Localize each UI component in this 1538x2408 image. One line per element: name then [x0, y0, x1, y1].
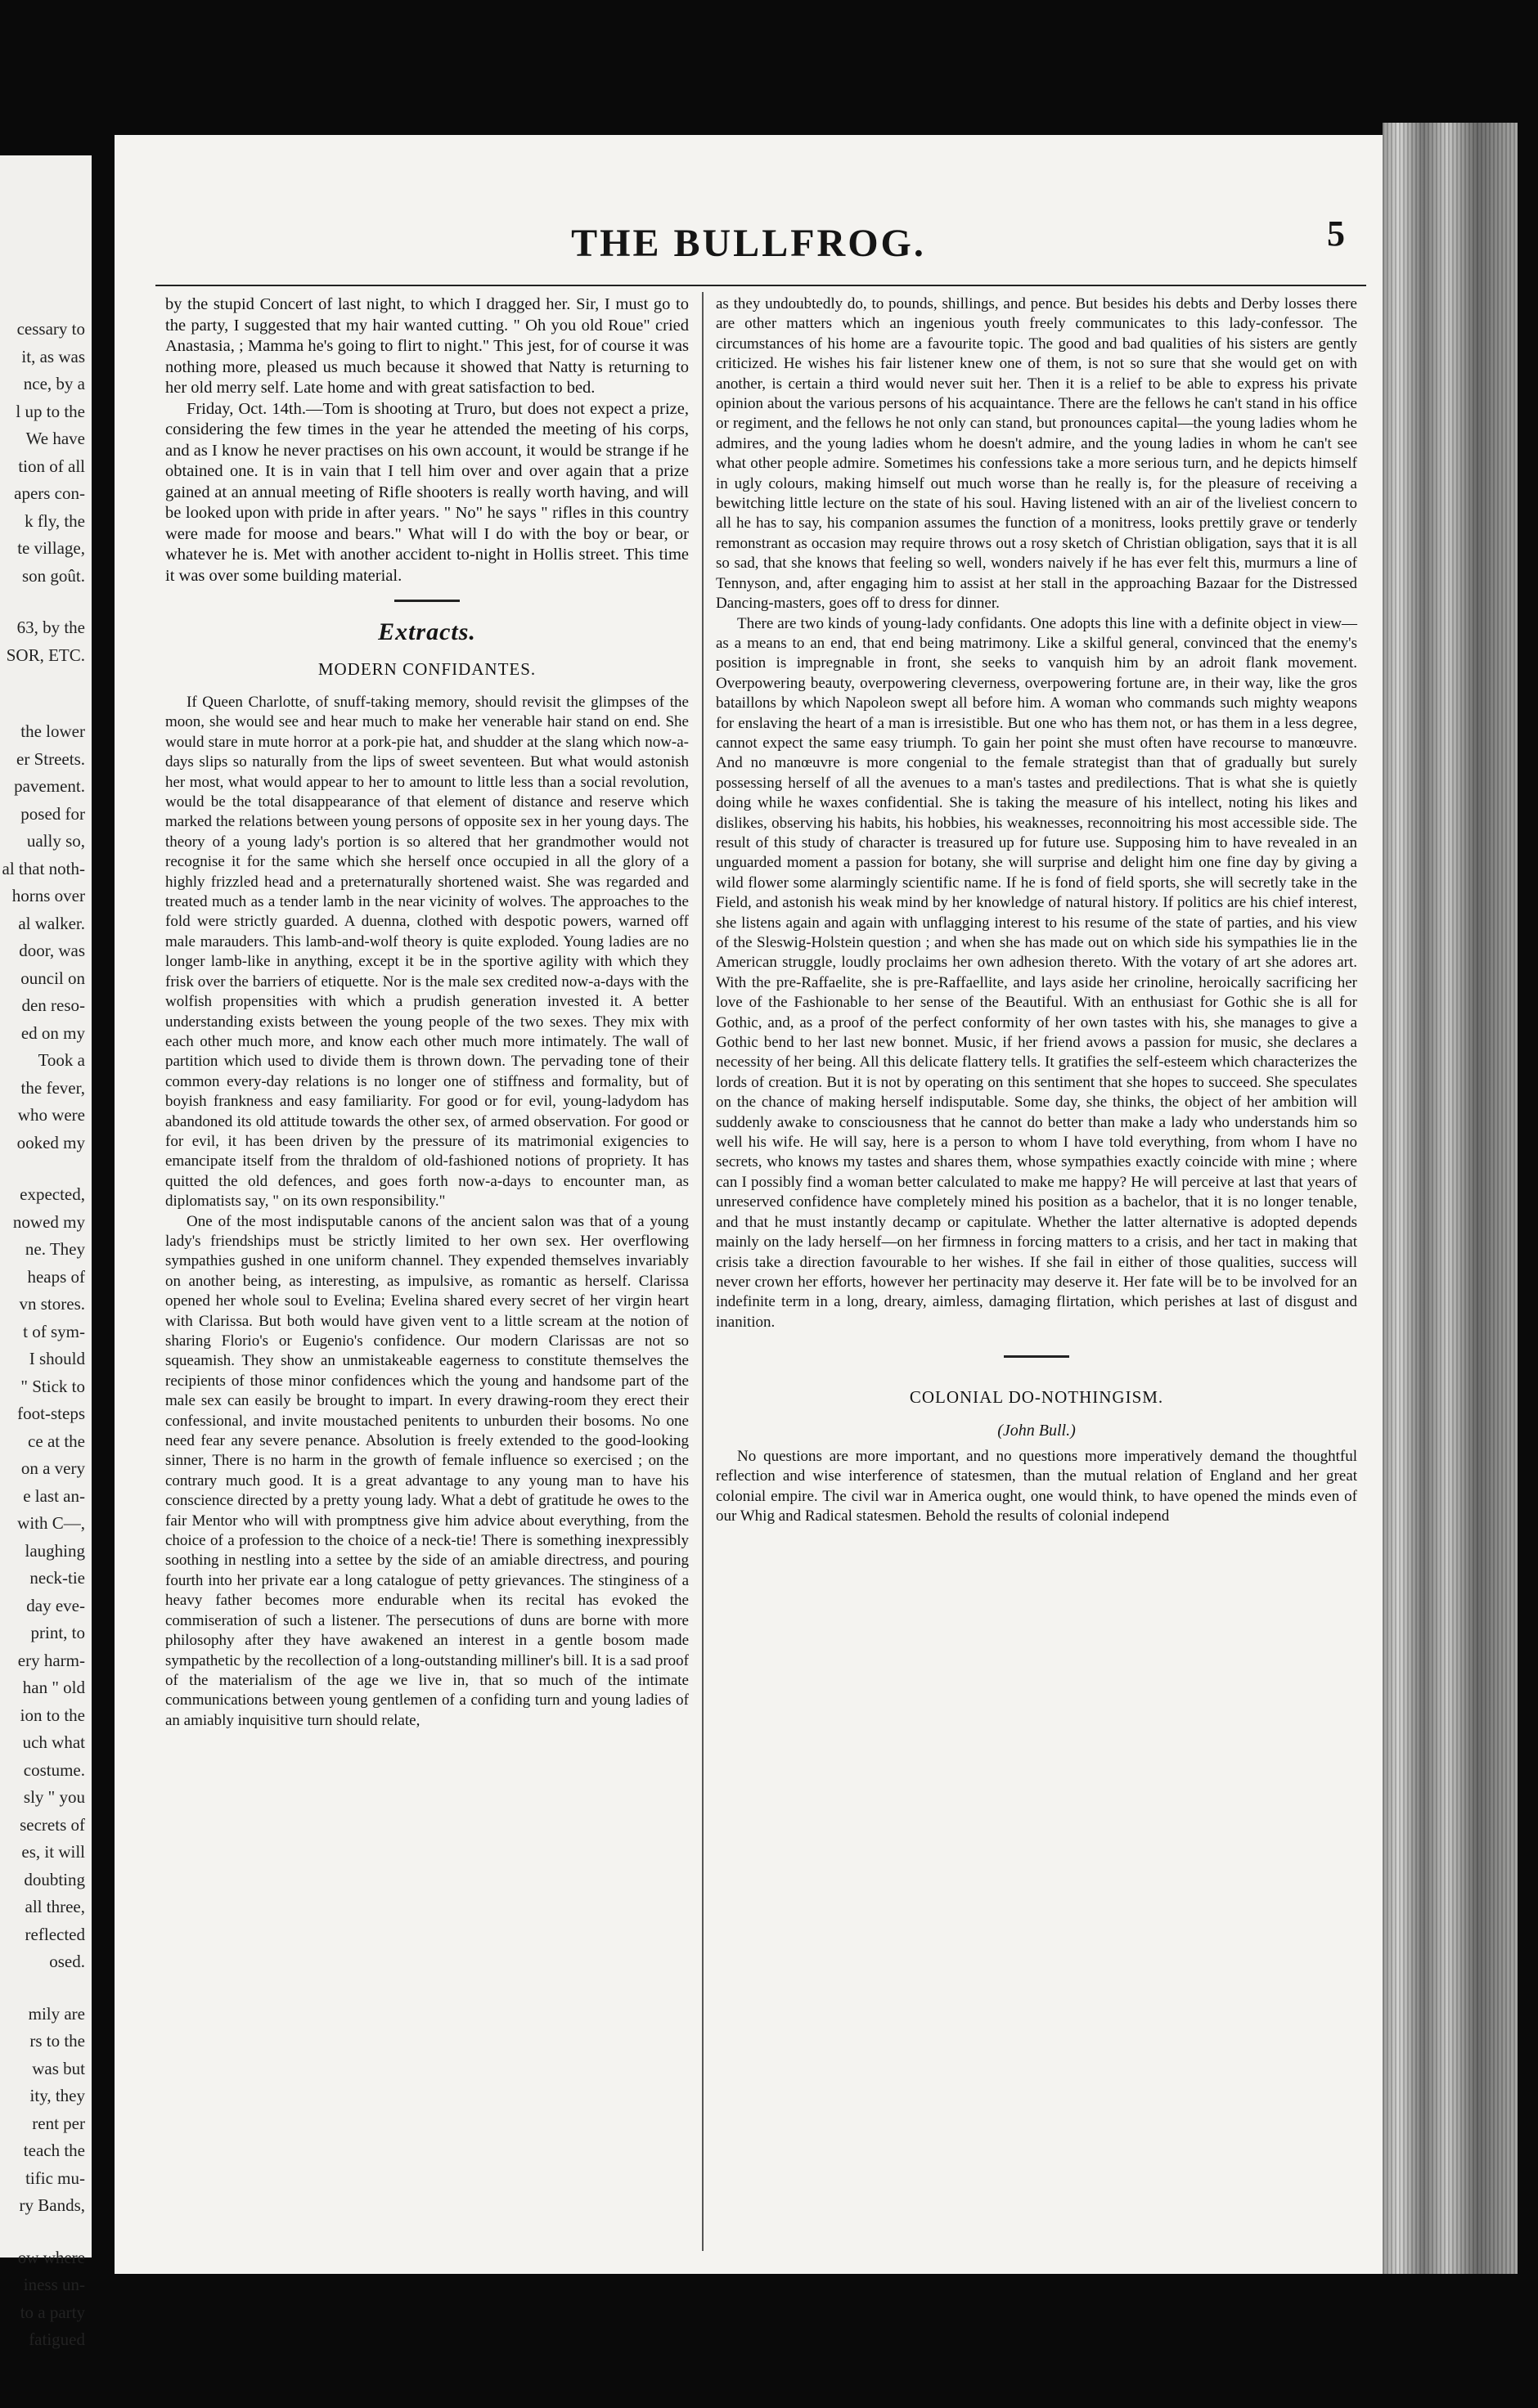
article-paragraph: as they undoubtedly do, to pounds, shillings, and pence. But besides his debts and Derby losses there are other matters which an ingenious youth freely communicates to this lady-confessor. The circumstances of his home are a favourite topic. The good and bad qualities of his sisters are gently criticized. He wishes his fair listener knew one of them, is not so sure that she would get on with another, is certain a third would never suit her. Then it is a relief to be able to express his private opinion about the various persons of his acquaintance. There are the fellows he can't stand in his office or regiment, and the fellows he not only can stand, but pronounces capital—the young ladies whom he admires, and the young ladies whom he doesn't admire, and the young ladies in whom he can't see what other people admire. Sometimes his confessions take a more serious turn, and he depicts himself in ugly colours, making himself out much worse than he really is, for the pleasure of receiving a bewitching little lecture on the state of his soul. Having listened with an air of the liveliest concern to all he has to say, his companion assumes the function of a monitress, looks prettily grave or tenderly remonstrant as occasion may require throws out a rosy sketch of Christian obligation, says that it is all so sad, that she knows that feeling so well, wonders naively if he has ever felt this, murmurs a line of Tennyson, and, after engaging him to assist at her stall in the approaching Bazaar for the Distressed Dancing-masters, goes off to dress for dinner. [716, 295, 1357, 613]
previous-page-line-fragment: posed for [20, 803, 85, 824]
previous-page-line-fragment: heaps of [27, 1266, 85, 1287]
previous-page-line-fragment: rent per [32, 2113, 85, 2133]
previous-page-line-fragment: ooked my [16, 1132, 85, 1152]
previous-page-line-fragment: SOR, ETC. [6, 645, 85, 665]
previous-page-line-fragment: cessary to [16, 319, 85, 339]
article-paragraph: If Queen Charlotte, of snuff-taking memory, should revisit the glimpses of the moon, she would see and hear much to make her venerable hair stand on end. She would stare in mute horror at a pork-pie hat, and shudder at the slang which now-a-days slips so naturally from the lips of sweet seventeen. But what would astonish her most, what would appear to her to amount to little less than a social revolution, would be the total disappearance of that element of distance and reserve which marked the relations between young persons of opposite sex in her young days. The theory of a young lady's portion is so altered that her grandmother would not recognise it for the same which she herself once occupied in all the glory of a highly frizzled head and a preternaturally shortened waist. She was regarded and treated much as a tender lamb in the near vicinity of wolves. The approaches to the fold were strictly guarded. A duenna, clothed with despotic powers, warned off male marauders. This lamb-and-wolf theory is quite exploded. Young ladies are no longer lamb-like in anything, except it be in the sportive agility with which they frisk over the barriers of etiquette. Nor is the male sex credited now-a-days with the wolfish propensities with which a prudish generation invested it. A better understanding exists between the young people of the two sexes. They mix with each other much more, and know each other much more intimately. The wall of partition which used to divide them is thrown down. The pervading tone of their common every-day relations is no longer one of stiffness and formality, but of boyish frankness and easy familiarity. For good or for evil, young-ladydom has abandoned its old attitude towards the other sex, of armed observation. For good or for evil, it has been driven by the pressure of its matrimonial exigencies to emancipate itself from the thraldom of old-fashioned notions of propriety. It has quitted the old defences, and goes forth now-a-days to encounter man, as diplomatists say, " on its own responsibility." [165, 694, 689, 1211]
previous-page-line-fragment: with C—, [17, 1513, 85, 1533]
previous-page-line-fragment: den reso- [21, 995, 85, 1015]
previous-page-line-fragment: all three, [25, 1897, 85, 1916]
previous-page-line-fragment: reflected [25, 1924, 85, 1944]
previous-page-line-fragment: I should [29, 1349, 85, 1368]
header-rule [155, 285, 1366, 286]
previous-page-line-fragment: ually so, [26, 831, 85, 851]
previous-page-line-fragment: laughing [25, 1540, 85, 1561]
previous-page-line-fragment: neck-tie [29, 1568, 85, 1588]
article-byline: (John Bull.) [997, 1421, 1076, 1440]
diary-paragraph: Friday, Oct. 14th.—Tom is shooting at Truro, but does not expect a prize, considering the few times in the year he attended the meeting of his corps, and as I know he never practises on his own account, it would be strange if he obtained one. It is in vain that I tell him over and over again that a prize gained at an annual meeting of Rifle shooters is really worth having, and will be looked upon with pride in after years. " No" he says " rifles in this country were made for moose and bears." What will I do with the boy or bear, or whatever he is. Met with another accident to-night in Hollis street. This time it was over some building material. [165, 399, 689, 585]
newspaper-title: THE BULLFROG. [571, 222, 926, 265]
previous-page-line-fragment: ce at the [28, 1431, 85, 1451]
previous-page-line-fragment: ion to the [20, 1705, 85, 1725]
previous-page-line-fragment: 63, by the [16, 618, 85, 637]
article-title: COLONIAL DO-NOTHINGISM. [909, 1387, 1164, 1408]
previous-page-line-fragment: door, was [19, 941, 85, 960]
previous-page-line-fragment: apers con- [14, 483, 85, 503]
previous-page-line-fragment: son goût. [21, 565, 85, 586]
previous-page-line-fragment: er Streets. [16, 748, 85, 769]
section-heading: Extracts. [378, 618, 476, 645]
previous-page-line-fragment: on a very [20, 1458, 85, 1478]
article-paragraph: One of the most indisputable canons of the ancient salon was that of a young lady's friendships must be strictly limited to her own sex. Her overflowing sympathies gushed in one uniform channel. They expended themselves invariably on another being, as interesting, as impulsive, as romantic as herself. Clarissa opened her whole soul to Evelina; Evelina shared every secret of her virgin heart with Clarissa. But both would have given vent to a little scream at the notion of sharing Florio's or Eugenio's confidence. Our modern Clarissas are not so squeamish. They show an unmistakeable eagerness to constitute themselves the recipients of those minor confidences which the young and handsome part of the male sex can easily be brought to impart. In every drawing-room they erect their confessional, and invite moustached penitents to unburden their bosoms. No one need fear any severe penance. Absolution is freely extended to the good-looking sinner, There is no harm in the growth of female influence so exercised ; on the contrary much good. It is a great advantage to any young man to have his conscience directed by a pretty young lady. What a debt of gratitude he owes to the fair Mentor who will with promptness give him advice about everything, from the choice of a profession to the choice of a neck-tie! There is something inexpressibly soothing in nestling into a settee by the side of an amiable directress, and pouring fourth into her private ear a long catalogue of petty grievances. The stinginess of a heavy father becomes more endurable when its recital has evoked the commiseration of such a listener. The persecutions of duns are borne with more philosophy after they have awakened an interest in a gentle bosom made sympathetic by the recollection of a long-outstanding milliner's bill. It is a sad proof of the materialism of the age we live in, that so much of the intimate communications between young gentlemen of a confiding turn and young ladies of an amiably inquisitive turn should relate, [165, 1212, 689, 1729]
previous-page-line-fragment: tific mu- [25, 2168, 85, 2188]
previous-page-line-fragment: the lower [20, 721, 85, 741]
previous-page-line-fragment: ity, they [29, 2086, 85, 2105]
previous-page-strip [0, 155, 92, 2349]
previous-page-line-fragment: t of sym- [23, 1321, 85, 1341]
previous-page-line-fragment: it, as was [21, 346, 85, 366]
previous-page-line-fragment: day eve- [26, 1595, 85, 1615]
previous-page-line-fragment: We have [25, 429, 85, 448]
previous-page-line-fragment: e last an- [23, 1485, 85, 1506]
article-title: MODERN CONFIDANTES. [317, 658, 537, 679]
previous-page-line-fragment: rs to the [29, 2031, 85, 2051]
previous-page-line-fragment: Took a [38, 1050, 85, 1070]
previous-page-line-fragment: expected, [20, 1184, 85, 1204]
previous-page-line-fragment: nowed my [12, 1211, 85, 1232]
page-number: 5 [1327, 213, 1345, 254]
previous-page-line-fragment: to a party [20, 2302, 85, 2322]
previous-page-line-fragment: iness un- [23, 2275, 85, 2294]
previous-page-line-fragment: osed. [49, 1952, 85, 1971]
previous-page-line-fragment: ne. They [25, 1239, 85, 1259]
previous-page-line-fragment: nce, by a [23, 374, 85, 393]
previous-page-line-fragment: fatigued [29, 2329, 85, 2349]
book-page-edges [1383, 123, 1518, 2274]
previous-page-line-fragment: doubting [24, 1869, 85, 1889]
previous-page-line-fragment: uch what [22, 1732, 85, 1752]
previous-page-line-fragment: vn stores. [19, 1294, 85, 1314]
previous-page-line-fragment: print, to [30, 1623, 85, 1642]
previous-page-line-fragment: ouncil on [20, 968, 85, 988]
previous-page-line-fragment: " Stick to [20, 1376, 85, 1396]
previous-page-line-fragment: pavement. [14, 776, 85, 796]
previous-page-line-fragment: ery harm- [17, 1650, 85, 1670]
previous-page-line-fragment: k fly, the [25, 510, 85, 531]
previous-page-line-fragment: sly " you [23, 1787, 85, 1807]
previous-page-line-fragment: te village, [17, 538, 85, 558]
masthead [147, 213, 1350, 278]
section-separator [1004, 1355, 1069, 1358]
previous-page-line-fragment: l up to the [16, 401, 85, 421]
previous-page-line-fragment: ry Bands, [19, 2195, 85, 2215]
previous-page-line-fragment: han " old [22, 1678, 85, 1697]
previous-page-line-fragment: tion of all [18, 456, 85, 476]
previous-page-line-fragment: es, it will [21, 1842, 85, 1862]
previous-page-line-fragment: mily are [28, 2003, 85, 2024]
article-paragraph: No questions are more important, and no questions more imperatively demand the thoughtful reflection and wise interference of statesmen, than the mutual relation of England and her great colonial empire. The civil war in America ought, one would think, to have opened the minds even of our Whig and Radical statesmen. Behold the results of colonial independ [716, 1447, 1357, 1525]
previous-page-line-fragment: al that noth- [2, 858, 85, 878]
previous-page-line-fragment: who were [17, 1105, 85, 1125]
previous-page-line-fragment: the fever, [20, 1077, 85, 1098]
previous-page-line-fragment: al walker. [18, 913, 85, 933]
previous-page-line-fragment: costume. [23, 1759, 85, 1780]
previous-page-line-fragment: ed on my [20, 1022, 85, 1043]
section-separator [394, 600, 460, 602]
previous-page-line-fragment: foot-steps [17, 1404, 85, 1423]
previous-page-line-fragment: teach the [23, 2141, 85, 2160]
column-divider [702, 292, 704, 2251]
diary-paragraph: by the stupid Concert of last night, to which I dragged her. Sir, I must go to the party, I suggested that my hair wanted cutting. " Oh you old Roue" cried Anastasia, ; Mamma he's going to flirt to night." This jest, for of course it was nothing more, pleased us much because it showed that Natty is returning to her old merry self. Late home and with great satisfaction to bed. [165, 295, 689, 397]
newspaper-page [115, 135, 1383, 2274]
previous-page-line-fragment: horns over [11, 886, 85, 905]
left-column [165, 294, 689, 2258]
right-column [716, 294, 1357, 2258]
article-paragraph: There are two kinds of young-lady confidants. One adopts this line with a definite object in view—as a means to an end, that end being matrimony. Like a skilful general, convinced that the enemy's position is impregnable in front, she seeks to vanquish him by an adroit flank movement. Overpowering beauty, overpowering cleverness, overpowering fortune are, in their way, like the gros bataillons by which Napoleon swept all before him. A woman who commands such mighty weapons for enslaving the heart of a man is irresistible. But one who has them not, or has them in a less degree, cannot expect the same easy triumph. To gain her point she must often have recourse to manœuvre. And no manœuvre is more congenial to the female strategist than that of gradually but surely possessing herself of all the avenues to a man's tastes and predilections. That is what she is quietly doing while he waxes confidential. She is taking the measure of his intellect, noting his likes and dislikes, observing his habits, his hobbies, his weaknesses, reconnoitring his most accessible side. The result of this study of character is treasured up for future use. Supposing him to have revealed in an unguarded moment a passion for botany, she will surprise and delight him one fine day by giving a wild flower some alarmingly scientific name. If he is fond of field sports, she will secretly take in the Field, and astonish his weak mind by her knowledge of natural history. If politics are his chief interest, she listens again and again with unflagging interest to his resume of the state of parties, and his view of the Sleswig-Holstein question ; and when she has made out on which side his sympathies lie in the American struggle, loudly proclaims her own adhesion thereto. With the votary of art she adores art. With the pre-Raffaelite, she is pre-Raffaellite, and lays aside her crinoline, heroically sacrificing her love of the Fashionable to her sense of the Beautiful. With an enthusiast for Gothic she is all for Gothic, and, as a proof of the perfect conformity of her own tastes with his, she manages to give a Gothic bend to her last new bonnet. Music, if her friend avows a passion for music, she declares a necessity of her being. All this delicate flattery tells. It gratifies the self-esteem which characterizes the lords of creation. But it is not by operating on this sentiment that she hopes to succeed. She speculates on the chance of making herself indisputable. Some day, she thinks, the object of her ambition will suddenly awake to consciousness that he cannot do better than make a lady who understands him so well his wife. He will say, here is a person to whom I have told everything, from whom I have no secrets, who knows my tastes and shares them, whose sympathies exactly coincide with mine ; where can I possibly find a woman better calculated to make me happy? He will perceive at last that years of unreserved confidence have completely mined his position as a bachelor, that it is no longer tenable, and that he must instantly decamp or capitulate. Whether the latter alternative is adopted depends mainly on the lady herself—on her firmness in forcing matters to a crisis, and her tact in making that crisis take a direction favourable to her wishes. If she fail in either of those qualities, success will never crown her efforts, however her pertinacity may deserve it. Her fate will be to be involved for an indefinite term in a long, dreary, aimless, damaging flirtation, which perishes at last of disgust and inanition. [716, 614, 1357, 1331]
previous-page-line-fragment: secrets of [20, 1814, 85, 1835]
previous-page-line-fragment: ow where [17, 2247, 85, 2267]
previous-page-line-fragment: was but [32, 2058, 85, 2078]
